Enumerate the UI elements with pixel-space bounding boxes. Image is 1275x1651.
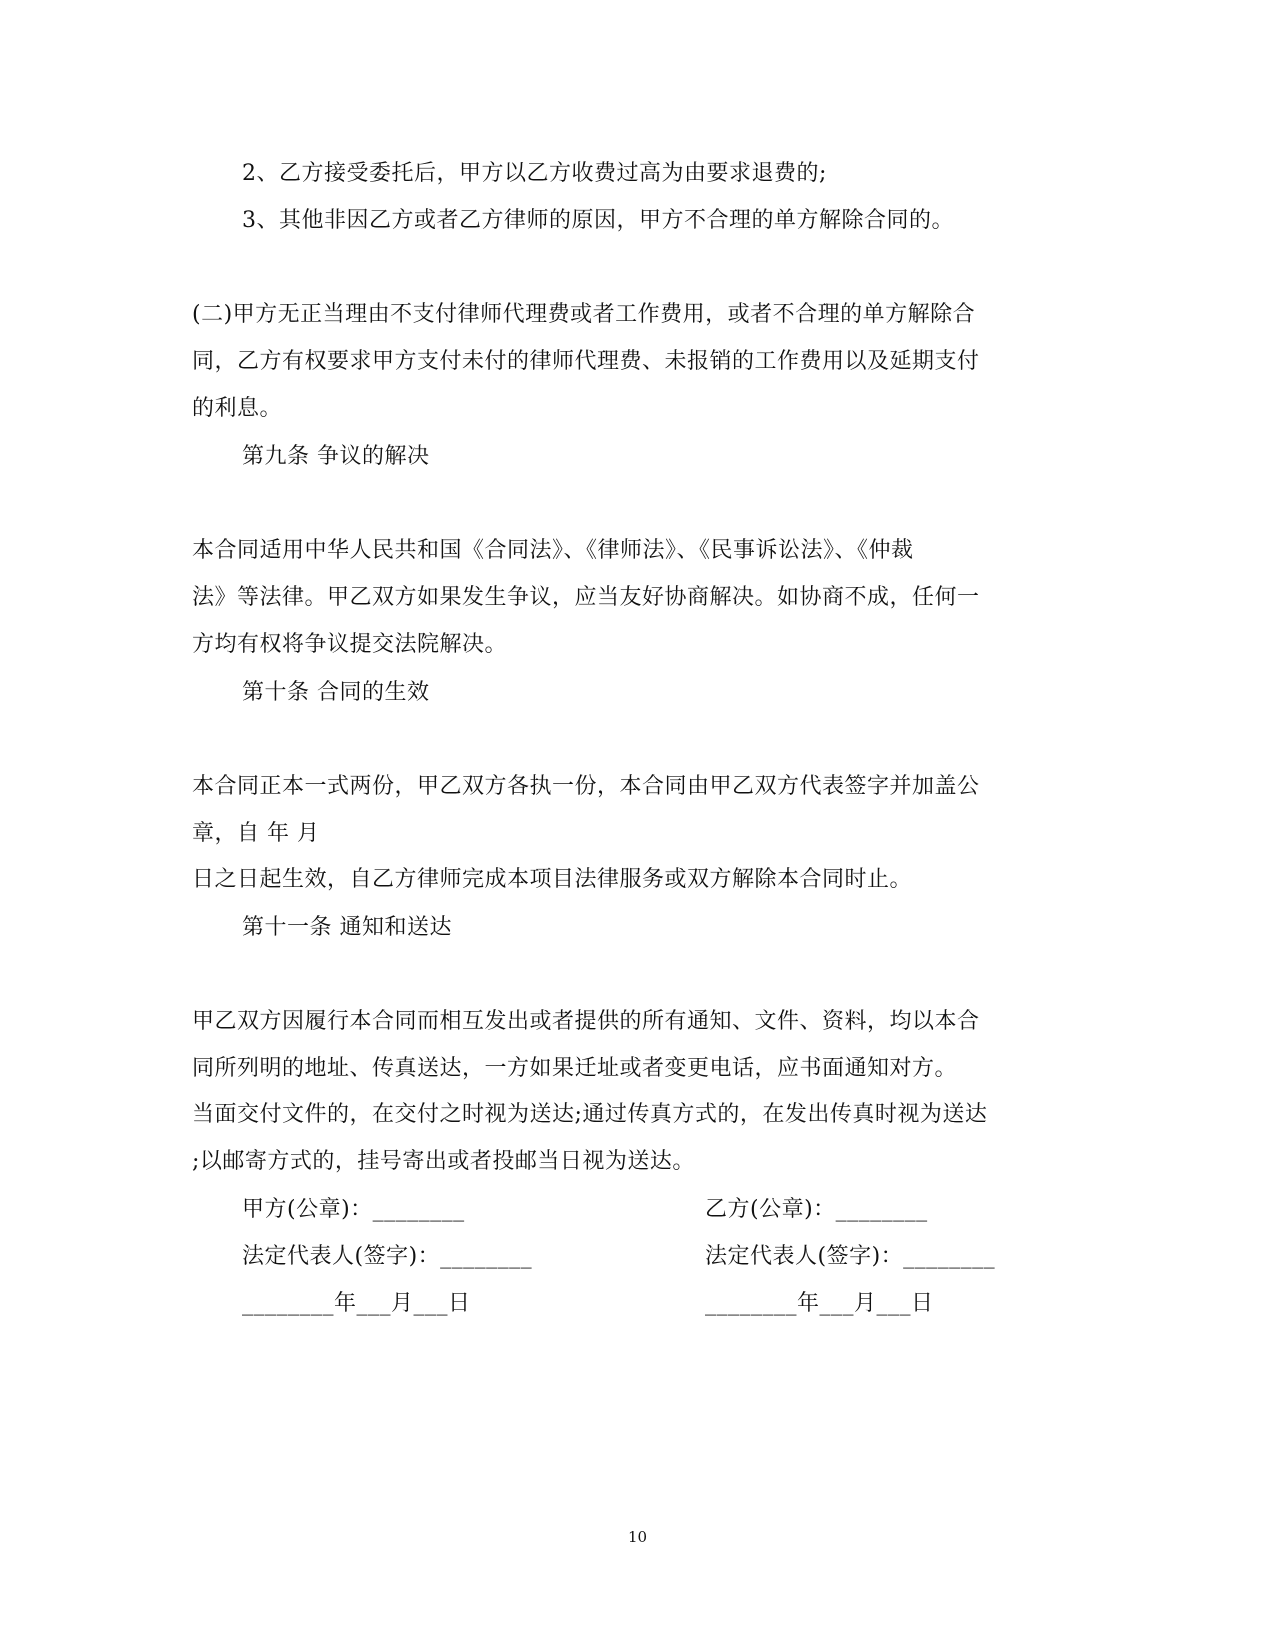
article-11-line-1: 甲乙双方因履行本合同而相互发出或者提供的所有通知、文件、资料，均以本合 bbox=[192, 1009, 980, 1034]
page-number: 10 bbox=[627, 1528, 648, 1546]
article-11-line-3: 当面交付文件的，在交付之时视为送达;通过传真方式的，在发出传真时视为送达 bbox=[192, 1102, 988, 1127]
party-b-date: ________年___月___日 bbox=[705, 1291, 934, 1316]
article-9-line-3: 方均有权将争议提交法院解决。 bbox=[192, 632, 508, 657]
article-10-line-3: 日之日起生效，自乙方律师完成本项目法律服务或双方解除本合同时止。 bbox=[192, 867, 913, 892]
article-11-line-2: 同所列明的地址、传真送达，一方如果迁址或者变更电话，应书面通知对方。 bbox=[192, 1056, 958, 1081]
article-11-heading: 第十一条 通知和送达 bbox=[242, 915, 452, 940]
party-b-seal: 乙方(公章)：________ bbox=[705, 1197, 928, 1222]
article-10-heading: 第十条 合同的生效 bbox=[242, 680, 430, 705]
paragraph-2-line-1: (二)甲方无正当理由不支付律师代理费或者工作费用，或者不合理的单方解除合 bbox=[192, 302, 976, 327]
article-9-line-2: 法》等法律。甲乙双方如果发生争议，应当友好协商解决。如协商不成，任何一 bbox=[192, 585, 980, 610]
article-9-line-1: 本合同适用中华人民共和国《合同法》、《律师法》、《民事诉讼法》、《仲裁 bbox=[192, 538, 914, 563]
party-a-date: ________年___月___日 bbox=[242, 1291, 471, 1316]
paragraph-2-line-3: 的利息。 bbox=[192, 396, 283, 421]
clause-item-2: 2、乙方接受委托后，甲方以乙方收费过高为由要求退费的; bbox=[242, 161, 827, 186]
clause-item-3: 3、其他非因乙方或者乙方律师的原因，甲方不合理的单方解除合同的。 bbox=[242, 208, 954, 233]
article-9-heading: 第九条 争议的解决 bbox=[242, 444, 430, 469]
party-a-seal: 甲方(公章)：________ bbox=[242, 1197, 465, 1222]
article-11-line-4: ;以邮寄方式的，挂号寄出或者投邮当日视为送达。 bbox=[192, 1149, 695, 1174]
party-a-representative: 法定代表人(签字)：________ bbox=[242, 1244, 533, 1269]
paragraph-2-line-2: 同，乙方有权要求甲方支付未付的律师代理费、未报销的工作费用以及延期支付 bbox=[192, 349, 980, 374]
article-10-line-1: 本合同正本一式两份，甲乙双方各执一份，本合同由甲乙双方代表签字并加盖公 bbox=[192, 774, 980, 799]
party-b-representative: 法定代表人(签字)：________ bbox=[705, 1244, 996, 1269]
article-10-line-2: 章，自 年 月 bbox=[192, 821, 320, 846]
